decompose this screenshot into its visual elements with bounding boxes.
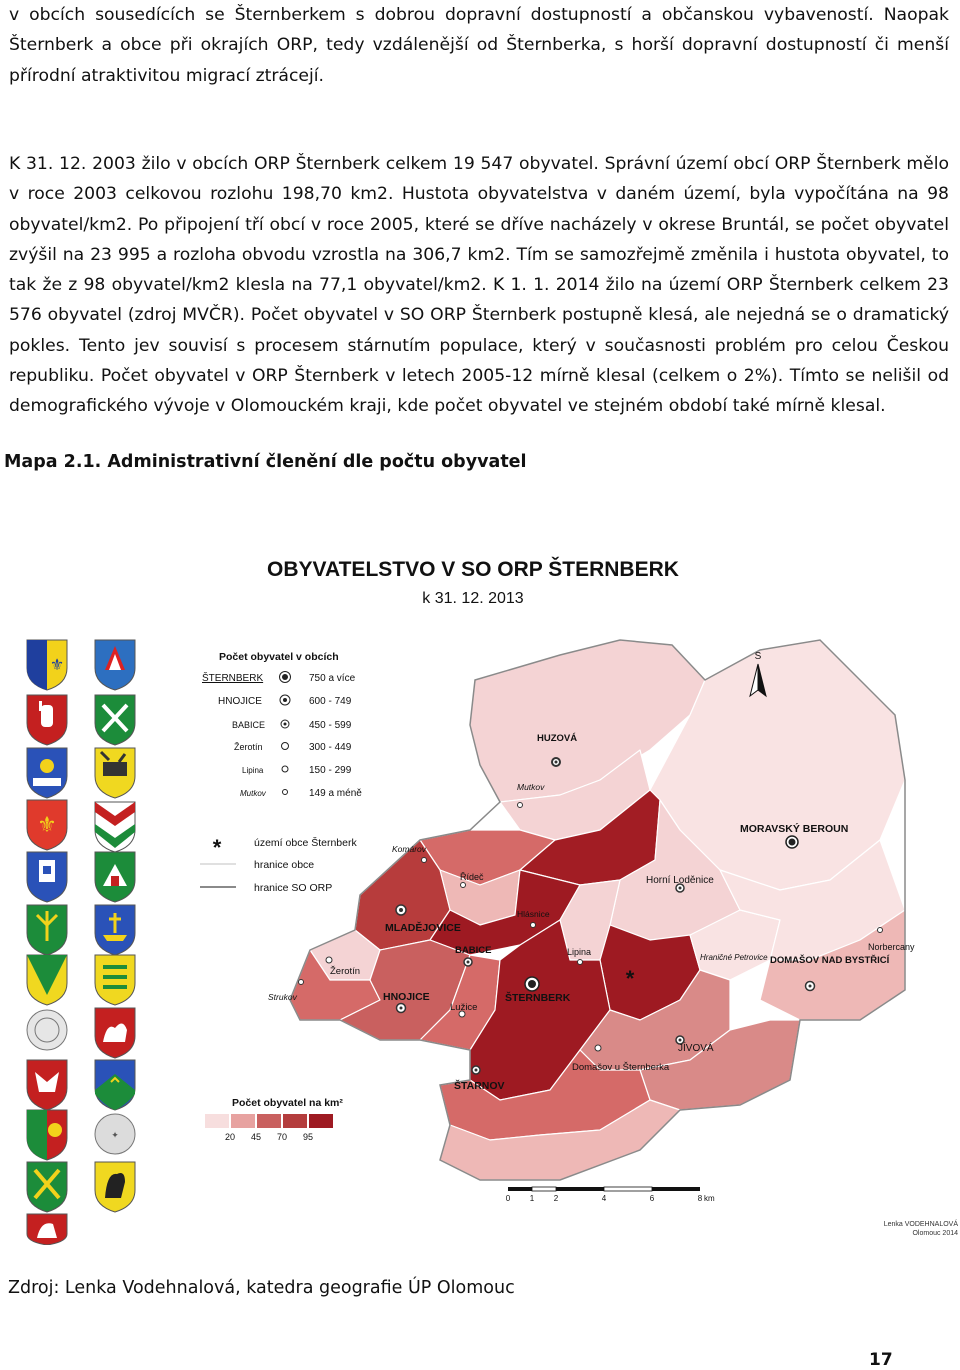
author-place-year: Olomouc 2014 [912, 1230, 958, 1237]
label-norbercany: Norbercany [868, 942, 915, 952]
intro-paragraph: v obcích sousedících se Šternberkem s dobrou dopravní dostupností a občanskou vybaveností. Naopak Šternberk a obce při okrajích ORP, tedy vzdálenější od Šternberka, s horší dopravní dostupností či menší přírodní atraktivitou migrací ztrácejí. [9, 5, 949, 86]
legend-example-hnojice: HNOJICE [218, 696, 262, 707]
marker-mutkov [518, 803, 523, 808]
label-komarov: Komárov [392, 844, 427, 854]
scale-tick-1: 1 [529, 1194, 535, 1203]
svg-text:*: * [212, 835, 222, 860]
label-horni-lodenice: Horní Loděnice [646, 875, 714, 886]
page-number: 17 [869, 1350, 893, 1370]
label-sternov: ŠTARNOV [454, 1080, 505, 1092]
scale-tick-4: 4 [601, 1194, 607, 1203]
coat-of-arms-lipina [95, 748, 135, 798]
coat-of-arms-mladejovice [95, 640, 135, 690]
legend-example-sternberk: ŠTERNBERK [202, 673, 264, 684]
legend-municipal-border: hranice obce [254, 859, 315, 871]
label-sternberk: ŠTERNBERK [505, 992, 571, 1004]
legend-example-mutkov: Mutkov [240, 789, 266, 798]
seal-moravsky-beroun [95, 1114, 135, 1154]
legend-example-lipina: Lipina [242, 766, 264, 775]
label-lipina: Lipina [567, 947, 592, 957]
coat-of-arms-zerotin [27, 748, 67, 798]
coat-of-arms-domasov-u-sternberka [95, 1162, 135, 1212]
marker-domasov-u-sternberka [595, 1045, 601, 1051]
coat-of-arms-mutkov-2 [27, 1214, 67, 1245]
svg-text:⚜: ⚜ [37, 812, 57, 837]
label-zerotin: Žerotín [330, 966, 361, 977]
label-mladejovice: MLADĚJOVICE [385, 922, 461, 934]
label-domasov-bystrici: DOMAŠOV NAD BYSTŘICÍ [770, 955, 890, 966]
label-mutkov: Mutkov [517, 782, 545, 792]
author-name: Lenka VODEHNALOVÁ [883, 1221, 958, 1228]
legend-range-6: 149 a méně [309, 788, 362, 799]
svg-text:S: S [754, 651, 762, 662]
coat-of-arms-komarov [95, 852, 135, 902]
marker-komarov [422, 858, 427, 863]
coat-of-arms-sternberk [27, 640, 67, 690]
legend-range-3: 450 - 599 [309, 720, 352, 731]
legend-range-4: 300 - 449 [309, 742, 352, 753]
map-title: OBYVATELSTVO V SO ORP ŠTERNBERK [267, 558, 679, 581]
legend-density-break-1: 20 [224, 1132, 236, 1142]
marker-strukov [299, 980, 304, 985]
map-source: Zdroj: Lenka Vodehnalová, katedra geografie ÚP Olomouc [8, 1278, 515, 1298]
sternberk-exclave-star: * [625, 966, 635, 991]
label-strukov: Strukov [268, 992, 297, 1002]
coat-of-arms-domasov [27, 1060, 67, 1110]
label-luzice: Lužice [450, 1002, 478, 1013]
coats-of-arms [27, 640, 135, 1245]
coat-of-arms-mutkov [27, 800, 67, 850]
legend-example-babice: BABICE [232, 720, 266, 730]
coat-of-arms-hnojice [27, 695, 67, 745]
svg-text:✦: ✦ [111, 1130, 119, 1140]
scale-tick-8: 8 [697, 1194, 703, 1203]
label-domasov-u-sternberka: Domašov u Šternberka [572, 1062, 670, 1073]
legend-density-heading: Počet obyvatel na km² [232, 1097, 343, 1109]
coat-of-arms-luzice [27, 1110, 67, 1160]
legend-star-label: území obce Šternberk [254, 837, 357, 849]
marker-hlasnice [531, 923, 536, 928]
legend-orp-border: hranice SO ORP [254, 882, 333, 894]
scale-tick-6: 6 [649, 1194, 655, 1203]
coat-of-arms-babice [95, 695, 135, 745]
label-moravsky-beroun: MORAVSKÝ BEROUN [740, 823, 849, 835]
coat-of-arms-strukov [95, 955, 135, 1005]
legend-range-2: 600 - 749 [309, 696, 352, 707]
scale-tick-2: 2 [553, 1194, 559, 1203]
legend-density [205, 1097, 343, 1142]
label-babice: BABICE [455, 945, 492, 956]
coat-of-arms-lipina-2 [27, 955, 67, 1005]
legend-density-break-2: 45 [250, 1132, 262, 1142]
label-huzova: HUZOVÁ [537, 733, 578, 744]
seal-norbercany [27, 1010, 67, 1050]
marker-lipina [578, 960, 583, 965]
label-jivova: JÍVOVÁ [678, 1043, 714, 1054]
legend-population-heading: Počet obyvatel v obcích [219, 651, 339, 663]
marker-norbercany [878, 928, 883, 933]
coat-of-arms-ridec [27, 852, 67, 902]
legend-density-break-3: 70 [276, 1132, 288, 1142]
coat-of-arms-sternov [27, 1162, 67, 1212]
label-hlasnice: Hlásnice [517, 909, 550, 919]
coat-of-arms-huzova [95, 802, 135, 852]
population-paragraph: K 31. 12. 2003 žilo v obcích ORP Šternberk celkem 19 547 obyvatel. Správní území obcí ORP Šternberk mělo v roce 2003 celkovou rozlohu 198,70 km2. Hustota obyvatelstva v daném území, byla vypočítána na 98 obyvatel/km2. Po připojení tří obcí v roce 2005, které se dříve nacházely v okrese Bruntál, se počet obyvatel zvýšil na 23 995 a rozloha obvodu vzrostla na 306,7 km2. Tím se samozřejmě změnila i hustota obyvatel, to tak že z 98 obyvatel/km2 klesla na 77,1 obyvatel/km2. K 1. 1. 2014 žilo na území ORP Šternberk celkem 23 576 obyvatel (zdroj MVČR). Počet obyvatel v SO ORP Šternberk postupně klesá, ale nejedná se o dramatický pokles. Tento jev souvisí s procesem stárnutím populace, který v současnosti problém pro celou Českou republiku. Počet obyvatel v ORP Šternberk v letech 2005-12 mírně klesal (celkem o 2%). Tímto se nelišil od demografického vývoje v Olomouckém kraji, kde počet obyvatel ve stejném období také mírně klesal. [9, 154, 949, 417]
coat-of-arms-horni-lodenice [95, 905, 135, 955]
label-hranicne-petrovice: Hraničné Petrovice [700, 953, 768, 962]
coat-of-arms-hlasnice [27, 905, 67, 955]
legend-range-1: 750 a více [309, 673, 356, 684]
coat-of-arms-jivova [95, 1008, 135, 1058]
legend-population [202, 651, 362, 799]
svg-text:⚜: ⚜ [49, 657, 65, 674]
legend-density-break-4: 95 [302, 1132, 314, 1142]
label-hnojice: HNOJICE [383, 991, 430, 1003]
scale-unit: km [704, 1194, 715, 1203]
legend-lines [200, 835, 357, 894]
population-map [0, 540, 960, 1245]
legend-example-zerotin: Žerotín [234, 742, 263, 752]
marker-ridec [461, 883, 466, 888]
scale-tick-0: 0 [505, 1194, 511, 1203]
coat-of-arms-hranicne-petrovice [95, 1060, 135, 1110]
label-ridec: Řídeč [460, 872, 484, 882]
scale-bar [506, 1187, 715, 1203]
municipality-areas [290, 640, 905, 1180]
map-subtitle: k 31. 12. 2013 [422, 590, 524, 607]
map-caption: Mapa 2.1. Administrativní členění dle počtu obyvatel [4, 452, 527, 472]
marker-zerotin [326, 957, 332, 963]
legend-range-5: 150 - 299 [309, 765, 352, 776]
